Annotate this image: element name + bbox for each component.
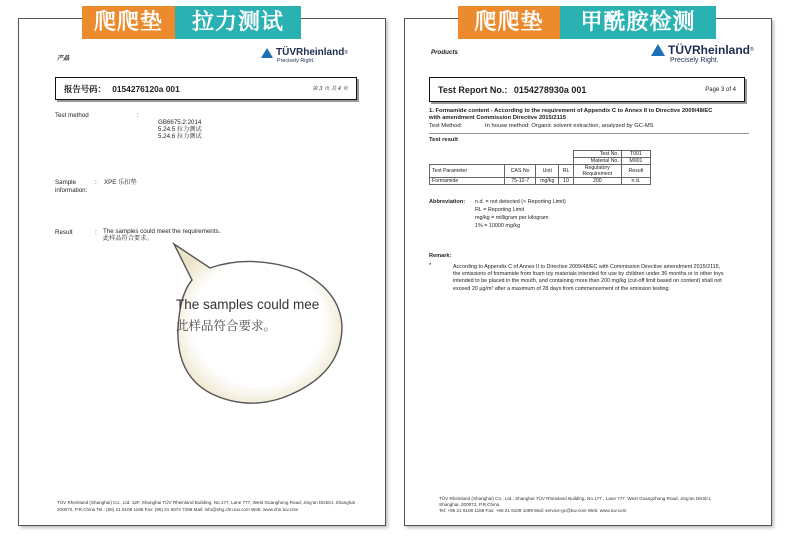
left-report-number-box [55,77,357,100]
remark-bullet: * [429,263,432,269]
right-footer-line-2: Shanghai, 200072, P.R.China [439,502,500,507]
method-line-2: 5.24.5 拉力测试 [158,126,202,133]
abbrev-label: Abbreviation: [429,199,466,205]
right-report-page [404,18,772,526]
report-number: 0154278930a 001 [513,84,587,95]
left-test-method-label: Test method [55,112,89,119]
right-footer-line-1: TÜV Rheinland (Shanghai) Co., Ltd., Shanghai TÜV Rheinland Building, No.177 , Lane 777, West Guangzhong Road, Jing'an District, [439,496,712,501]
right-test-method-value: In house method: Organic solvent extraction, analyzed by GC-MS [485,123,654,129]
abbrev-line-3: mg/kg = milligram per kilogram [475,215,549,221]
test-no: T001 [621,151,650,158]
test-no-label: Test No. [573,151,621,158]
right-report-number-box [429,77,745,102]
logo-name: TÜVRheinland [276,47,345,58]
table-header-row: Test Parameter CAS No Unit RL Regulatory Requirement Result [430,165,651,178]
material-no-label: Material No. [573,158,621,165]
page-info: 第 3 页 共 4 页 [312,86,348,92]
method-line-3: 5.24.6 拉力测试 [158,133,202,140]
right-products-label: Products [431,49,458,56]
abbrev-line-1: n.d. = not detected (< Reporting Limit) [475,199,566,205]
divider [429,133,749,134]
abbrev-line-2: RL = Reporting Limit [475,207,525,213]
left-footer-line-1: TÜV Rheinland (Shanghai) Co., Ltd. 12F, Shanghai TÜV Rheinland Building, No.177, Lane 777, West Guanghong Road, Jing'an District, Shanghai [57,500,355,505]
method-line-1: GB6675.2:2014 [158,119,202,126]
left-report-page: 产品 TÜVRheinland ® Precisely Right. 报告号码： 0154276120a 001 第 3 页 共 4 页 Test method : GB6675.2:2014 5.24.5 拉力测试 5.24.6 拉力测试 Sample information: : XPE 乐扣垫 Result : The samples could meet the requirements. 此样品符合要求。 TÜV Rheinland (Shanghai) Co., Ltd. 12F, Shanghai TÜV Rheinland Building, No.177, Lane 777, West Guanghong Road, Jing'an District, Shanghai 200072, P.R.China Tel.: (86) 21 6108 1188 Fax: (86) 21 6074 7296 Mail: info@shg.chn.tuv.com Web: www.chn.tuv.com [18,18,386,526]
left-products-label: 产品 [57,55,70,62]
left-footer-line-2: 200072, P.R.China Tel.: (86) 21 6108 1188 Fax: (86) 21 6074 7296 Mail: info@shg.chn.tuv.com Web: www.chn.tuv.com [57,507,299,512]
left-sample-label: Sample information: [55,179,88,194]
result-en: The samples could meet the requirements. [103,228,221,235]
tag-left-topic: 拉力测试 [175,6,301,39]
tag-left-brand: 爬爬垫 [82,6,175,39]
zoom-text-en: The samples could mee [176,297,320,312]
abbrev-line-4: 1% = 10000 mg/kg [475,223,521,229]
logo-tagline: Precisely Right. [277,58,315,64]
logo-name: TÜVRheinland [668,43,751,57]
left-result-label: Result [55,229,73,236]
remark-label: Remark: [429,253,452,259]
right-tuv-logo: TÜVRheinland ® Precisely Right. [651,43,754,64]
right-test-method-label: Test Method: [429,123,463,129]
result-table [429,150,651,185]
page-info: Page 3 of 4 [705,86,736,93]
result-cn: 此样品符合要求。 [103,235,153,242]
section-title: 1. Formamide content - According to the requirement of Appendix C to Annex II to Directive 2009/48/EC with amendment Commission Directive 2015/2115 [429,108,713,121]
report-label: 报告号码： [64,83,106,94]
tuv-triangle-icon [261,48,273,58]
zoom-text-cn: 此样品符合要求。 [176,318,277,333]
tag-right-topic: 甲酰胺检测 [560,6,716,39]
tag-right-brand: 爬爬垫 [458,6,560,39]
report-label: Test Report No.: [438,84,508,95]
sample-value: XPE 乐扣垫 [104,179,137,186]
tag-left [82,6,301,39]
table-row: Formamide 75-12-7 mg/kg 10 200 n.d. [430,178,651,185]
test-result-label: Test result [429,137,458,143]
right-footer-line-3: Tel: +86 21 6108 1188 Fax: +86 21 6108 1099 Mail: service-gc@tuv.com Web: www.tuv.com [439,508,627,513]
tuv-triangle-icon [651,44,665,56]
report-number: 0154276120a 001 [112,83,180,94]
material-no: M001 [621,158,650,165]
logo-tagline: Precisely Right. [670,57,719,64]
left-tuv-logo: TÜVRheinland ® Precisely Right. [261,47,348,64]
tag-right [458,6,716,39]
remark-text: According to Appendix C of Annex II to Directive 2009/48/EC with Commission Directive amendment 2015/2115, the emissions of formamide from foam toy materials intended for use by children under 36 months or in other toys intended to be placed in the mouth, and containing more than 200 mg/kg (cut-off limit based on content) shall not exceed 20 µg/m³ after a maximum of 28 days from commencement of the emission testing. [453,264,724,292]
